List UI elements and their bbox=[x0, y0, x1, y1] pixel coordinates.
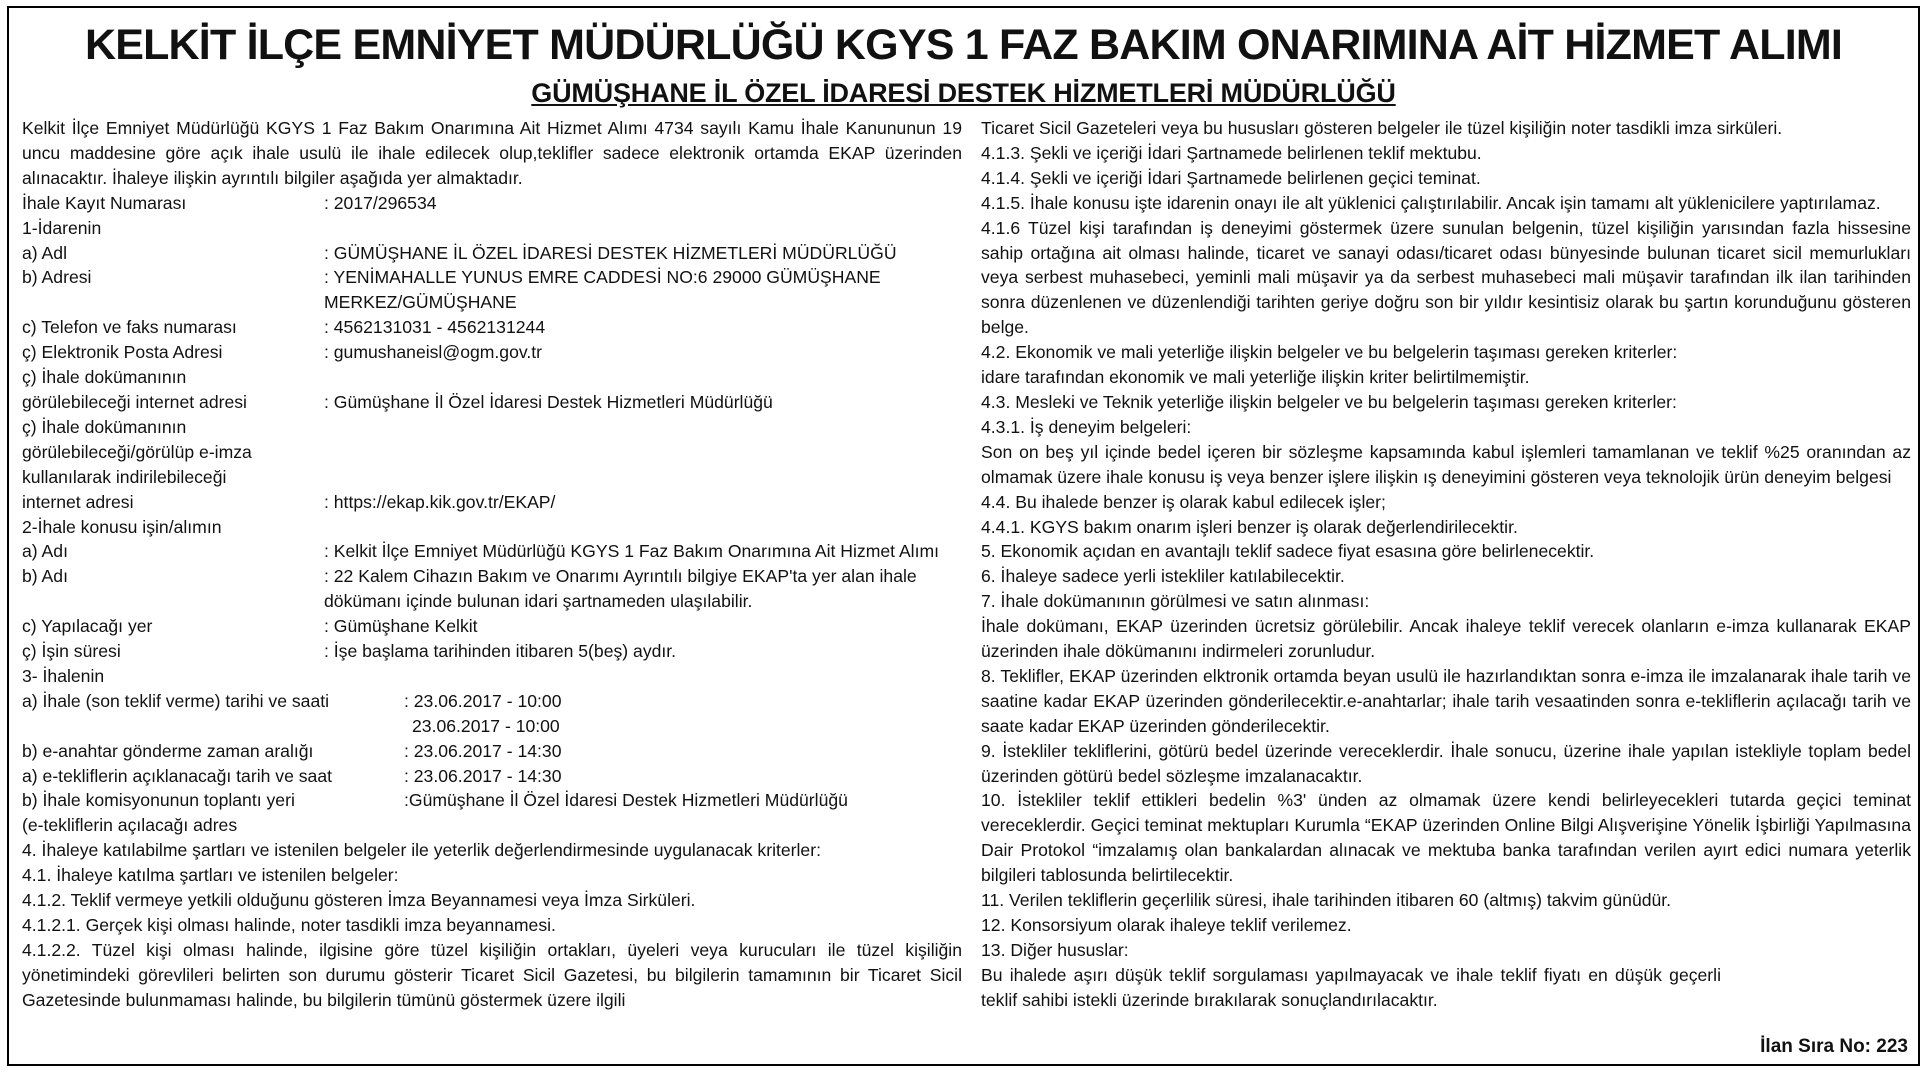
document-viewing-label: ç) İhale dokümanının bbox=[22, 367, 187, 388]
section-4-1-6: 4.1.6 Tüzel kişi tarafından iş deneyimi göstermek üzere sunulan belgenin, tüzel kişiliğin yarısından fazla hissesine sahip ortağına ait olması halinde, ticaret ve sanayi odası/ticaret odası bünyesinde bulunan ticaret sicil memurlukları veya serbest muhasebeci, yeminli mali müşavir ya da serbest muhasebeci mali müşavir tarafından ilk ilan tarihinden sonra düzenlenen ve düzenlendiği tarihten geriye doğru son bir yıldır kesintisiz olarak bu şartın korunduğunu gösteren belge. bbox=[981, 217, 1911, 338]
section-13-text: Bu ihalede aşırı düşük teklif sorgulaması yapılmayacak ve ihale teklif fiyatı en düşük geçerli teklif sahibi istekli üzerinde bırakılarak sonuçlandırılacaktır. bbox=[981, 964, 1721, 1010]
announcement-frame bbox=[7, 6, 1920, 1066]
e-bid-opening-row: a) e-tekliflerin açıklanacağı tarih ve saat : 23.06.2017 - 14:30 bbox=[22, 765, 562, 786]
authority-name-row: a) Adl : GÜMÜŞHANE İL ÖZEL İDARESİ DESTEK HİZMETLERİ MÜDÜRLÜĞÜ bbox=[22, 242, 897, 263]
tender-date-row: a) İhale (son teklif verme) tarihi ve saati : 23.06.2017 - 10:00 bbox=[22, 690, 562, 711]
right-column bbox=[981, 116, 1911, 1013]
commission-place-label-2: (e-tekliflerin açılacağı adres bbox=[22, 815, 238, 836]
section-7-text: İhale dokümanı, EKAP üzerinden ücretsiz görülebilir. Ancak ihaleye teklif verecek olanların e-imza kullanarak EKAP üzerinden ihale dökümanını indirmeleri zorunludur. bbox=[981, 616, 1911, 662]
section-4-1-2-1: 4.1.2.1. Gerçek kişi olması halinde, noter tasdikli imza beyannamesi. bbox=[22, 915, 556, 935]
section-6: 6. İhaleye sadece yerli istekliler katılabilecektir. bbox=[981, 566, 1345, 587]
section-4-3-1-text: Son on beş yıl içinde bedel içeren bir sözleşme kapsamında kabul işlemleri tamamlanan ve teklif %25 oranından az olmamak üzere ihale konusu iş veya benzer işlere ilişkin ış deneyimini gösteren veya teknolojik ürün deneyim belgesi bbox=[981, 441, 1911, 487]
document-download-label-2: görülebileceği/görülüp e-imza bbox=[22, 441, 252, 462]
section-4-heading: 4. İhaleye katılabilme şartları ve istenilen belgeler ile yeterlik değerlendirmesinde uygulanacak kriterler: bbox=[22, 840, 821, 861]
e-key-interval-row: b) e-anahtar gönderme zaman aralığı : 23.06.2017 - 14:30 bbox=[22, 740, 562, 761]
work-name-row: a) Adı : Kelkit İlçe Emniyet Müdürlüğü KGYS 1 Faz Bakım Onarımına Ait Hizmet Alımı bbox=[22, 541, 940, 562]
section-4-3: 4.3. Mesleki ve Teknik yeterliğe ilişkin belgeler ve bu belgelerin taşıması gereken kriterler: bbox=[981, 391, 1677, 412]
commission-place-row: b) İhale komisyonunun toplantı yeri :Gümüşhane İl Özel İdaresi Destek Hizmetleri Müdürlüğü bbox=[22, 790, 848, 811]
section-10: 10. İstekliler teklif ettikleri bedelin %3' ünden az olmamak üzere kendi belirleyecekleri tutarda geçici teminat vereceklerdir. Geçici teminat mektupları Kurumla “EKAP üzerinden Online Bilgi Alışverişine Yönelik İşbirliği Yapılmasına Dair Protokol “imzalamış olan bankalardan alınacak ve mektuba banka tarafından verilen ayırt edici numara yeterlik bilgileri tablosunda belirtilecektir. bbox=[981, 790, 1911, 886]
section-9: 9. İstekliler tekliflerini, götürü bedel üzerinde vereceklerdir. İhale sonucu, üzerine ihale yapılan istekliyle toplam bedel üzerinden götürü bedel sözleşme imzalanacaktır. bbox=[981, 740, 1911, 786]
document-download-label-3: kullanılarak indirilebileceği bbox=[22, 466, 227, 487]
section-4-1: 4.1. İhaleye katılma şartları ve istenilen belgeler: bbox=[22, 865, 399, 886]
section-4-2-text: idare tarafından ekonomik ve mali yeterliğe ilişkin kriter belirtilmemiştir. bbox=[981, 367, 1530, 388]
announcement-number: İlan Sıra No: 223 bbox=[1760, 1036, 1908, 1057]
section-8: 8. Teklifler, EKAP üzerinden elktronik ortamda beyan usulü ile hazırlandıktan sonra e-imza ile imzalanarak ihale tarih ve saatine kadar EKAP üzerinden gönderilecektir.e-anahtarlar; ihale tarih vesaatinden sonra e-tekliflerin açılacağı tarih ve saate kadar EKAP üzerinden gönderilecektir. bbox=[981, 665, 1911, 736]
document-download-label-1: ç) İhale dokümanının bbox=[22, 416, 187, 437]
continuation-line: Ticaret Sicil Gazeteleri veya bu hususları gösteren belgeler ile tüzel kişiliğin noter tasdikli imza sirküleri. bbox=[981, 118, 1783, 138]
document-viewing-row: görülebileceği internet adresi : Gümüşhane İl Özel İdaresi Destek Hizmetleri Müdürlüğü bbox=[22, 391, 773, 412]
section-12: 12. Konsorsiyum olarak ihaleye teklif verilemez. bbox=[981, 915, 1352, 935]
section-4-1-2: 4.1.2. Teklif vermeye yetkili olduğunu gösteren İmza Beyannamesi veya İmza Sirküleri. bbox=[22, 890, 696, 911]
left-column bbox=[22, 116, 962, 1013]
section-4-1-3: 4.1.3. Şekli ve içeriği İdari Şartnamede belirlenen teklif mektubu. bbox=[981, 142, 1482, 163]
intro-paragraph: Kelkit İlçe Emniyet Müdürlüğü KGYS 1 Faz Bakım Onarımına Ait Hizmet Alımı 4734 sayılı Kamu İhale Kanununun 19 uncu maddesine göre açık ihale usulü ile ihale edilecek olup,teklifler sadece elektronik ortamda EKAP üzerinden alınacaktır. İhaleye ilişkin ayrıntılı bilgiler aşağıda yer almaktadır. bbox=[22, 118, 962, 188]
section-7: 7. İhale dokümanının görülmesi ve satın alınması: bbox=[981, 591, 1370, 612]
section-13: 13. Diğer hususlar: bbox=[981, 939, 1129, 960]
email-row: ç) Elektronik Posta Adresi : gumushaneisl@ogm.gov.tr bbox=[22, 342, 543, 363]
section-4-4-1: 4.4.1. KGYS bakım onarım işleri benzer iş olarak değerlendirilecektir. bbox=[981, 516, 1518, 537]
work-duration-row: ç) İşin süresi : İşe başlama tarihinden itibaren 5(beş) aydır. bbox=[22, 641, 677, 662]
announcement-title: KELKİT İLÇE EMNİYET MÜDÜRLÜĞÜ KGYS 1 FAZ BAKIM ONARIMINA AİT HİZMET ALIMI bbox=[84, 21, 1843, 69]
authority-address-row: b) Adresi : YENİMAHALLE YUNUS EMRE CADDESİ NO:6 29000 GÜMÜŞHANE MERKEZ/GÜMÜŞHANE bbox=[22, 267, 881, 313]
tender-date-row-2: 23.06.2017 - 10:00 bbox=[412, 715, 560, 736]
tender-registration-row: İhale Kayıt Numarası : 2017/296534 bbox=[22, 192, 437, 213]
work-location-row: c) Yapılacağı yer : Gümüşhane Kelkit bbox=[22, 616, 478, 637]
section-4-4: 4.4. Bu ihalede benzer iş olarak kabul edilecek işler; bbox=[981, 491, 1386, 512]
section-4-3-1: 4.3.1. İş deneyim belgeleri: bbox=[981, 416, 1192, 437]
issuing-authority: GÜMÜŞHANE İL ÖZEL İDARESİ DESTEK HİZMETLERİ MÜDÜRLÜĞÜ bbox=[531, 78, 1396, 108]
section-4-1-2-2: 4.1.2.2. Tüzel kişi olması halinde, ilgisine göre tüzel kişiliğin ortakları, üyeleri veya kurucuları ile tüzel kişiliğin yönetimindeki görevlileri belirten son durumu gösterir Ticaret Sicil Gazetesi, bu bilgilerin tamamının bir Ticaret Sicil Gazetesinde bulunmaması halinde, bu bilgilerin tümünü göstermek üzere ilgili bbox=[22, 939, 962, 1010]
section-1-heading: 1-İdarenin bbox=[22, 217, 102, 238]
section-4-1-4: 4.1.4. Şekli ve içeriği İdari Şartnamede belirlenen geçici teminat. bbox=[981, 167, 1481, 188]
ekap-url: : https://ekap.kik.gov.tr/EKAP/ bbox=[324, 491, 556, 512]
section-2-heading: 2-İhale konusu işin/alımın bbox=[22, 516, 222, 537]
phone-fax-row: c) Telefon ve faks numarası : 4562131031 - 4562131244 bbox=[22, 317, 546, 338]
section-11: 11. Verilen tekliflerin geçerlilik süresi, ihale tarihinden itibaren 60 (altmış) takvim günüdür. bbox=[981, 890, 1672, 911]
section-4-1-5: 4.1.5. İhale konusu işte idarenin onayı ile alt yüklenici çalıştırılabilir. Ancak işin tamamı alt yüklenicilere yaptırılamaz. bbox=[981, 192, 1881, 213]
section-4-2: 4.2. Ekonomik ve mali yeterliğe ilişkin belgeler ve bu belgelerin taşıması gereken kriterler: bbox=[981, 342, 1678, 363]
document-download-row: internet adresi : https://ekap.kik.gov.tr/EKAP/ bbox=[22, 490, 962, 515]
section-5: 5. Ekonomik açıdan en avantajlı teklif sadece fiyat esasına göre belirlenecektir. bbox=[981, 541, 1595, 562]
section-3-heading: 3- İhalenin bbox=[22, 665, 105, 686]
work-detail-row: b) Adı : 22 Kalem Cihazın Bakım ve Onarımı Ayrıntılı bilgiye EKAP'ta yer alan ihale dökümanı içinde bulunan idari şartnameden ulaşılabilir. bbox=[22, 566, 917, 612]
